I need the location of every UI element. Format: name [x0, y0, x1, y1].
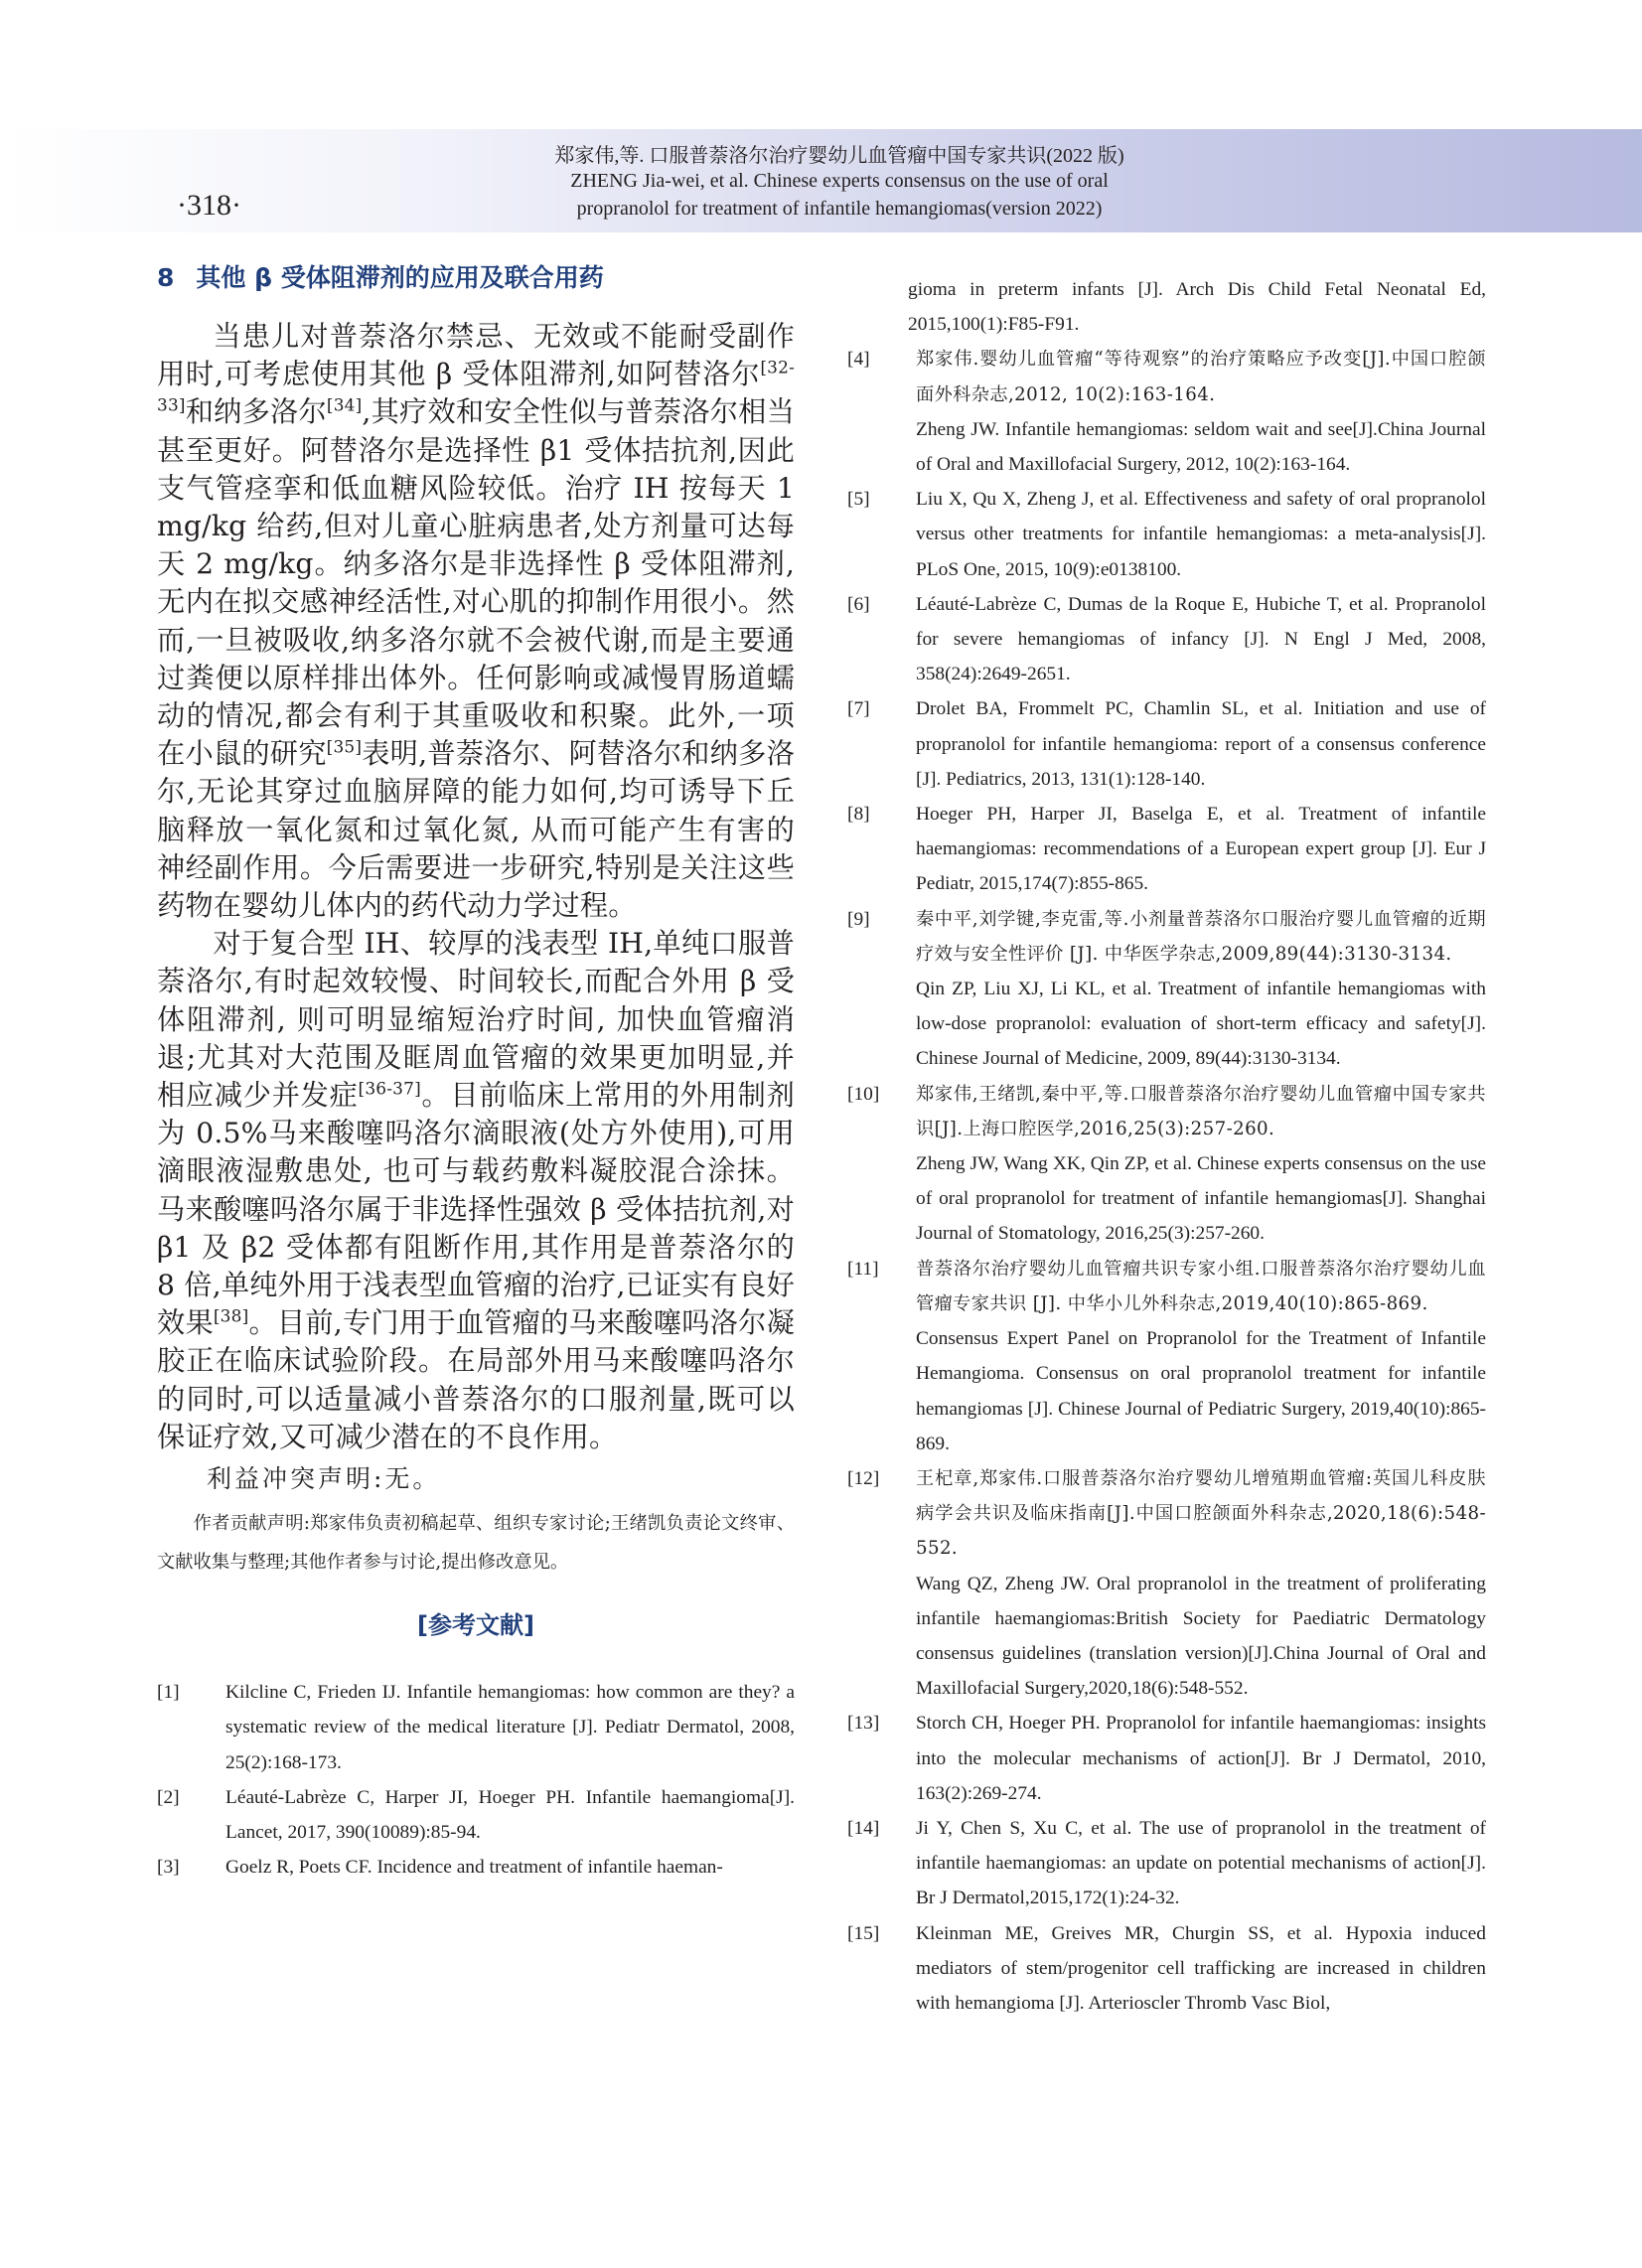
reference-text-chinese: 秦中平,刘学键,李克雷,等.小剂量普萘洛尔口服治疗婴儿血管瘤的近期疗效与安全性评价 [J]. 中华医学杂志,2009,89(44):3130-3134.: [916, 908, 1486, 965]
reference-text: Léauté-Labrèze C, Harper JI, Hoeger PH. Infantile haemangioma[J]. Lancet, 2017, 390(10089):85-94.: [225, 1786, 795, 1843]
reference-text-chinese: 郑家伟.婴幼儿血管瘤“等待观察”的治疗策略应予改变[J].中国口腔颌面外科杂志,2012, 10(2):163-164.: [916, 349, 1486, 405]
reference-text: Léauté-Labrèze C, Dumas de la Roque E, Hubiche T, et al. Propranolol for severe hemangiomas of infancy [J]. N Engl J Med, 2008, 358(24):2649-2651.: [916, 593, 1486, 685]
reference-number: [15]: [847, 1922, 880, 1944]
reference-item: [157, 1780, 795, 1850]
reference-number: [11]: [847, 1258, 879, 1280]
conflict-of-interest: 利益冲突声明:无。: [207, 1464, 441, 1494]
p2-text-c: 。目前,专门用于血管瘤的马来酸噻吗洛尔凝胶正在临床试验阶段。在局部外用马来酸噻吗洛尔的同时,可以适量减小普萘洛尔的口服剂量,既可以保证疗效,又可减少潜在的不良作用。: [157, 1306, 795, 1453]
reference-item: [847, 1706, 1486, 1811]
header-english-title-line1: ZHENG Jia-wei, et al. Chinese experts consensus on the use of oral: [570, 170, 1109, 192]
reference-text: Goelz R, Poets CF. Incidence and treatment of infantile haeman-: [225, 1857, 723, 1879]
citation-35: [35]: [326, 736, 363, 757]
citation-34: [34]: [326, 395, 363, 416]
citation-36-37: [36-37]: [358, 1078, 421, 1099]
reference-number: [5]: [847, 489, 870, 511]
p2-text-b: 。目前临床上常用的外用制剂为 0.5%马来酸噻吗洛尔滴眼液(处方外使用),可用滴眼液湿敷患处, 也可与载药敷料凝胶混合涂抹。马来酸噻吗洛尔属于非选择性强效 β 受体拮抗剂,对 β1 及 β2 受体都有阻断作用,其作用是普萘洛尔的 8 倍,单纯外用于浅表型血管瘤的治疗,已证实有良好效果: [157, 1079, 795, 1340]
citation-32-33: [32-33]: [157, 357, 795, 416]
reference-text: Zheng JW. Infantile hemangiomas: seldom wait and see[J].China Journal of Oral and Maxillofacial Surgery, 2012, 10(2):163-164.: [916, 418, 1486, 476]
reference-item: [157, 1850, 795, 1885]
reference-number: [13]: [847, 1713, 880, 1735]
reference-item: [847, 1252, 1486, 1461]
reference-text-chinese: 郑家伟,王绪凯,秦中平,等.口服普萘洛尔治疗婴幼儿血管瘤中国专家共识[J].上海口腔医学,2016,25(3):257-260.: [916, 1083, 1486, 1139]
reference-number: [7]: [847, 698, 870, 720]
reference-text: Kleinman ME, Greives MR, Churgin SS, et al. Hypoxia induced mediators of stem/progenitor cell trafficking are increased in children with hemangioma [J]. Arterioscler Thromb Vasc Biol,: [916, 1922, 1486, 2014]
reference-item: [847, 1461, 1486, 1706]
citation-38: [38]: [213, 1305, 249, 1326]
right-column: [847, 272, 1486, 2021]
reference-text: Wang QZ, Zheng JW. Oral propranolol in the treatment of proliferating infantile haemangiomas:British Society for Paediatric Dermatology consensus guidelines (translation version)[J].China Journal of Oral and Maxillofacial Surgery,2020,18(6):548-552.: [916, 1573, 1486, 1700]
header-english-title-line2: propranolol for treatment of infantile hemangiomas(version 2022): [576, 198, 1103, 220]
reference-item: [847, 482, 1486, 587]
reference-item: [847, 1811, 1486, 1916]
reference-item: [157, 1675, 795, 1780]
reference-number: [9]: [847, 908, 870, 930]
reference-item: [847, 1077, 1486, 1252]
reference-text: Hoeger PH, Harper JI, Baselga E, et al. Treatment of infantile haemangiomas: recommendations of a European expert group [J]. Eur J Pediatr, 2015,174(7):855-865.: [916, 804, 1486, 895]
p1-text-a: 当患儿对普萘洛尔禁忌、无效或不能耐受副作用时,可考虑使用其他 β 受体阻滞剂,如阿替洛尔: [157, 320, 795, 391]
reference-item: [847, 1916, 1486, 2022]
reference-item: [847, 587, 1486, 692]
reference-item: [847, 902, 1486, 1077]
reference-text: Storch CH, Hoeger PH. Propranolol for infantile haemangiomas: insights into the molecular mechanisms of action[J]. Br J Dermatol, 2010, 163(2):269-274.: [916, 1713, 1486, 1804]
reference-number: [2]: [157, 1786, 180, 1808]
reference-item: [847, 342, 1486, 482]
reference-text-chinese: 普萘洛尔治疗婴幼儿血管瘤共识专家小组.口服普萘洛尔治疗婴幼儿血管瘤专家共识 [J]. 中华小儿外科杂志,2019,40(10):865-869.: [916, 1258, 1486, 1314]
references-heading: [参考文献]: [417, 1611, 534, 1640]
reference-text-chinese: 王杞章,郑家伟.口服普萘洛尔治疗婴幼儿增殖期血管瘤:英国儿科皮肤病学会共识及临床指南[J].中国口腔颌面外科杂志,2020,18(6):548-552.: [916, 1467, 1486, 1560]
left-column: [157, 258, 795, 1885]
reference-number: [1]: [157, 1682, 180, 1704]
reference-number: [6]: [847, 593, 870, 615]
section-heading: [157, 258, 795, 298]
reference-text: Kilcline C, Frieden IJ. Infantile hemangiomas: how common are they? a systematic review of the medical literature [J]. Pediatr Dermatol, 2008, 25(2):168-173.: [225, 1682, 795, 1773]
reference-number: [8]: [847, 804, 870, 826]
reference-number: [12]: [847, 1467, 880, 1489]
header-chinese-title: 郑家伟,等. 口服普萘洛尔治疗婴幼儿血管瘤中国专家共识(2022 版): [554, 145, 1124, 167]
reference-text: Liu X, Qu X, Zheng J, et al. Effectiveness and safety of oral propranolol versus other treatments for infantile hemangiomas: a meta-analysis[J]. PLoS One, 2015, 10(9):e0138100.: [916, 489, 1486, 580]
author-contributions: 作者贡献声明:郑家伟负责初稿起草、组织专家讨论;王绪凯负责论文终审、文献收集与整理;其他作者参与讨论,提出修改意见。: [157, 1513, 795, 1574]
p2-text-a: 对于复合型 IH、较厚的浅表型 IH,单纯口服普萘洛尔,有时起效较慢、时间较长,而配合外用 β 受体阻滞剂, 则可明显缩短治疗时间, 加快血管瘤消退;尤其对大范围及眶周血管瘤的效果更加明显,并相应减少并发症: [157, 927, 795, 1113]
reference-number: [14]: [847, 1817, 880, 1839]
reference-list-left: [157, 1675, 795, 1885]
reference-text: Ji Y, Chen S, Xu C, et al. The use of propranolol in the treatment of infantile haemangiomas: an update on potential mechanisms of action[J]. Br J Dermatol,2015,172(1):24-32.: [916, 1817, 1486, 1909]
section-title: 其他 β 受体阻滞剂的应用及联合用药: [196, 263, 604, 292]
reference-text: gioma in preterm infants [J]. Arch Dis Child Fetal Neonatal Ed, 2015,100(1):F85-F91.: [908, 279, 1486, 336]
body-paragraph-2: [157, 925, 795, 1456]
reference-list-right: [847, 272, 1486, 2021]
reference-item: [847, 797, 1486, 902]
body-paragraph-1: [157, 318, 795, 925]
reference-number: [3]: [157, 1857, 180, 1879]
page-number: ·318·: [177, 189, 241, 222]
section-number: 8: [157, 263, 175, 292]
p1-text-d: 表明,普萘洛尔、阿替洛尔和纳多洛尔,无论其穿过血脑屏障的能力如何,均可诱导下丘脑释放一氧化氮和过氧化氮, 从而可能产生有害的神经副作用。今后需要进一步研究,特别是关注这些药物在婴幼儿体内的药代动力学过程。: [157, 737, 795, 923]
reference-text: Zheng JW, Wang XK, Qin ZP, et al. Chinese experts consensus on the use of oral propranolol for treatment of infantile hemangiomas[J]. Shanghai Journal of Stomatology, 2016,25(3):257-260.: [916, 1153, 1486, 1245]
reference-text: Consensus Expert Panel on Propranolol for the Treatment of Infantile Hemangioma. Consensus on oral propranolol treatment for infantile hemangiomas [J]. Chinese Journal of Pediatric Surgery, 2019,40(10):865-869.: [916, 1328, 1486, 1454]
p1-text-b: 和纳多洛尔: [185, 395, 327, 429]
reference-text: Drolet BA, Frommelt PC, Chamlin SL, et al. Initiation and use of propranolol for infantile hemangioma: report of a consensus conference [J]. Pediatrics, 2013, 131(1):128-140.: [916, 698, 1486, 790]
p1-text-c: ,其疗效和安全性似与普萘洛尔相当甚至更好。阿替洛尔是选择性 β1 受体拮抗剂,因此支气管痉挛和低血糖风险较低。治疗 IH 按每天 1 mg/kg 给药,但对儿童心脏病患者,处方剂量可达每天 2 mg/kg。纳多洛尔是非选择性 β 受体阻滞剂,无内在拟交感神经活性,对心肌的抑制作用很小。然而,一旦被吸收,纳多洛尔就不会被代谢,而是主要通过粪便以原样排出体外。任何影响或减慢胃肠道蠕动的情况,都会有利于其重吸收和积聚。此外,一项在小鼠的研究: [157, 395, 795, 771]
reference-number: [4]: [847, 349, 870, 371]
reference-item: [847, 691, 1486, 797]
reference-number: [10]: [847, 1083, 880, 1105]
reference-continuation: [847, 272, 1486, 342]
reference-text: Qin ZP, Liu XJ, Li KL, et al. Treatment of infantile hemangiomas with low-dose propranolol: evaluation of short-term efficacy and safety[J]. Chinese Journal of Medicine, 2009, 89(44):3130-3134.: [916, 979, 1486, 1070]
